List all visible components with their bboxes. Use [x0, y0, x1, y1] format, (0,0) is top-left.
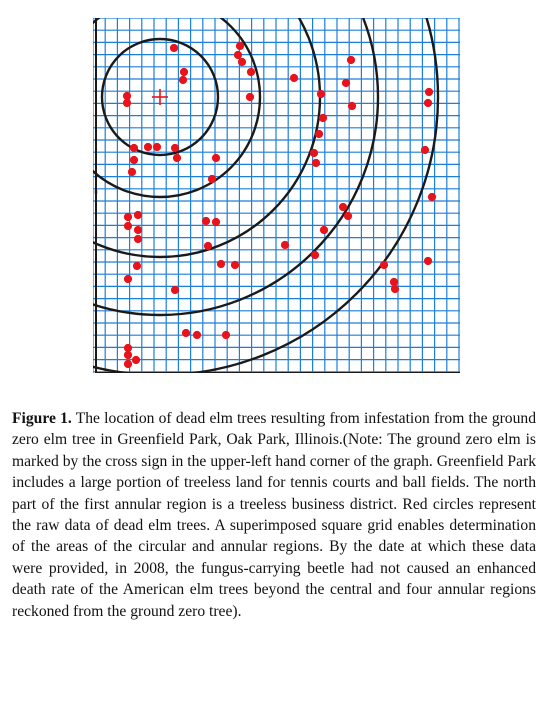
- dead-elm-dot: [212, 154, 220, 162]
- dead-elm-dot: [124, 344, 132, 352]
- dead-elm-dot: [130, 156, 138, 164]
- dead-elm-dot: [311, 251, 319, 259]
- dead-elm-dot: [204, 242, 212, 250]
- dead-elm-dot: [134, 226, 142, 234]
- dead-elm-dot: [312, 159, 320, 167]
- dead-elm-dot: [231, 261, 239, 269]
- dead-elm-dot: [144, 143, 152, 151]
- dead-elm-dot: [132, 356, 140, 364]
- dead-elm-dot: [347, 56, 355, 64]
- dead-elm-dot: [247, 68, 255, 76]
- dead-elm-dot: [424, 257, 432, 265]
- dead-elm-dot: [124, 360, 132, 368]
- dead-elm-dot: [317, 90, 325, 98]
- dead-elm-dot: [134, 235, 142, 243]
- dead-elm-dot: [179, 76, 187, 84]
- dead-elm-dot: [310, 149, 318, 157]
- dead-elm-dot: [236, 42, 244, 50]
- dead-elm-dot: [170, 44, 178, 52]
- caption-text: The location of dead elm trees resulting from infestation from the ground zero elm tree in Greenfield Park, Oak Park, Illinois.(Note: The ground zero elm is marked by the cross sign in the upper-left hand corner of the graph. Greenfield Park includes a large portion of treeless land for tennis courts and ball fields. The north part of the first annular region is a treeless business district. Red circles represent the raw data of dead elm trees. A superimposed square grid enables determination of the areas of the circular and annular regions. By the date at which these data were provided, in 2008, the fungus-carrying beetle had not caused an enhanced death rate of the American elm trees beyond the central and four annular regions reckoned from the ground zero tree).: [12, 410, 536, 620]
- dead-elm-dot: [180, 68, 188, 76]
- dead-elm-dot: [246, 93, 254, 101]
- dead-elm-dot: [315, 130, 323, 138]
- dead-elm-dot: [319, 114, 327, 122]
- dead-elm-dot: [238, 58, 246, 66]
- dead-elm-dot: [234, 51, 242, 59]
- dead-elm-dot: [390, 278, 398, 286]
- figure-caption: [12, 408, 536, 622]
- dead-elm-dot: [425, 88, 433, 96]
- dead-elm-dot: [182, 329, 190, 337]
- dead-elm-dot: [123, 92, 131, 100]
- dead-elm-dot: [320, 226, 328, 234]
- dead-elm-dot: [134, 211, 142, 219]
- dead-elm-dot: [424, 99, 432, 107]
- dead-elm-dot: [171, 286, 179, 294]
- dead-elm-dot: [123, 99, 131, 107]
- dead-elm-dot: [391, 285, 399, 293]
- dead-elm-dot: [124, 222, 132, 230]
- dead-elm-dot: [153, 143, 161, 151]
- dead-elm-dot: [222, 331, 230, 339]
- dead-elm-dot: [281, 241, 289, 249]
- dead-elm-dot: [290, 74, 298, 82]
- dead-elm-dot: [344, 212, 352, 220]
- dead-elm-dot: [130, 144, 138, 152]
- dead-elm-dot: [339, 203, 347, 211]
- dead-elm-dot: [208, 175, 216, 183]
- dead-elm-dot: [128, 168, 136, 176]
- dead-elm-dot: [212, 218, 220, 226]
- figure-label: Figure 1.: [12, 410, 72, 427]
- dead-elm-dot: [124, 351, 132, 359]
- dead-elm-dot: [380, 261, 388, 269]
- dead-elm-dot: [421, 146, 429, 154]
- dead-elm-dot: [171, 144, 179, 152]
- dead-elm-dot: [348, 102, 356, 110]
- dead-elm-dot: [173, 154, 181, 162]
- dead-elm-dot: [124, 213, 132, 221]
- dead-elm-dot: [193, 331, 201, 339]
- dead-elm-dot: [124, 275, 132, 283]
- dead-elm-dot: [133, 262, 141, 270]
- dead-elm-dot: [202, 217, 210, 225]
- dead-elm-dot: [342, 79, 350, 87]
- dead-elm-dot: [428, 193, 436, 201]
- dead-elm-dot: [217, 260, 225, 268]
